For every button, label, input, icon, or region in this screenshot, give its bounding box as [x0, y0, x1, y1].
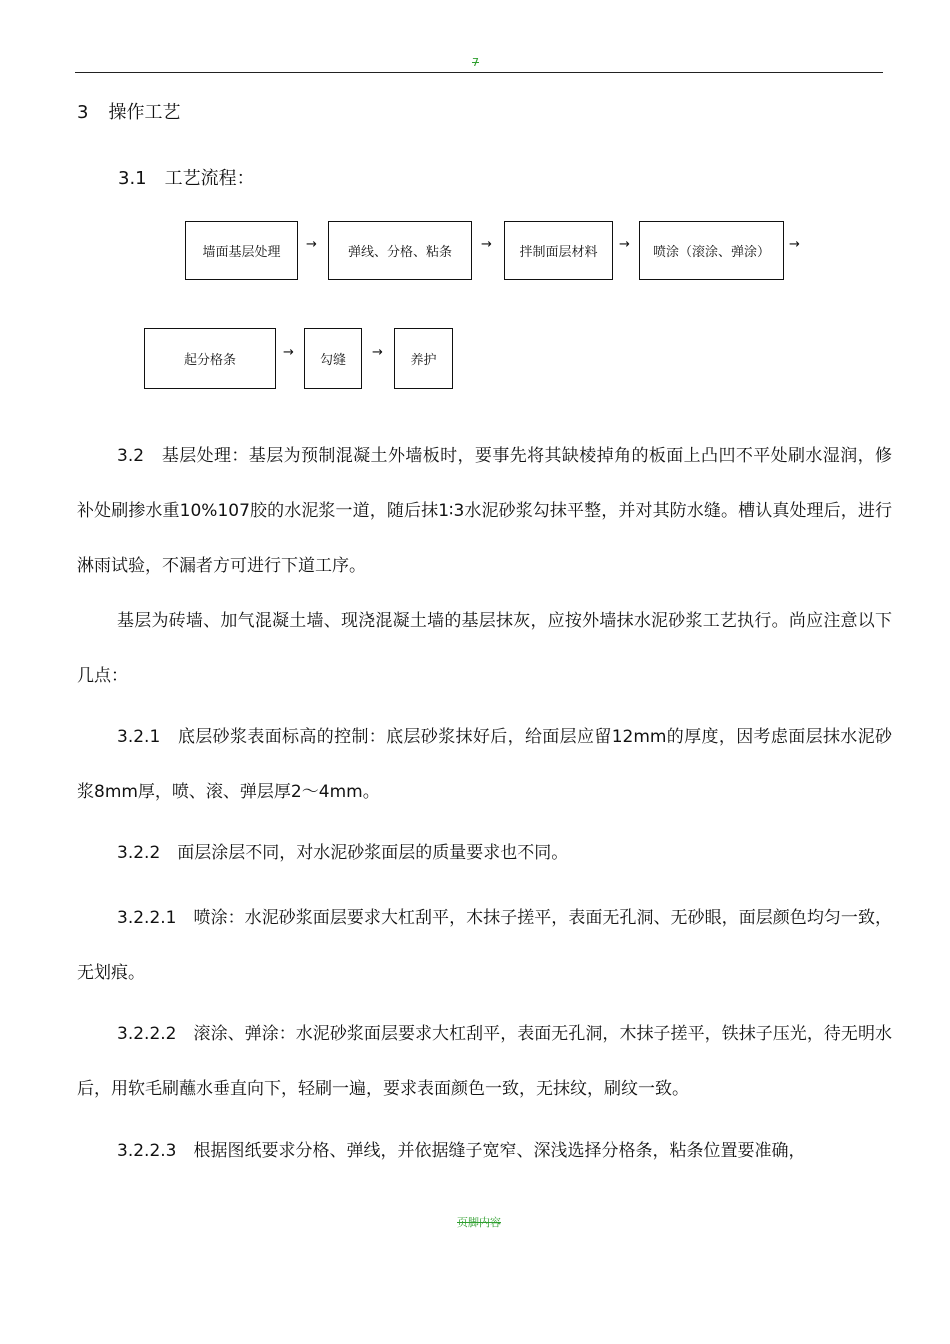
- subsection-title: 工艺流程：: [164, 168, 255, 189]
- subsection-number: 3.1: [118, 168, 147, 189]
- paragraph-3-2-2-3: 3.2.2.3 根据图纸要求分格、弹线，并依据缝子宽窄、深浅选择分格条，粘条位置要准确，: [117, 1141, 806, 1161]
- process-flowchart: [0, 0, 950, 400]
- flow-arrow: →: [619, 237, 630, 252]
- paragraph-3-2-1: 3.2.1 底层砂浆表面标高的控制：底层砂浆抹好后，给面层应留12mm的厚度，因考虑面层抹水泥砂浆8mm厚，喷、滚、弹层厚2～4mm。: [77, 727, 892, 802]
- paragraph-3-2: 3.2 基层处理：基层为预制混凝土外墙板时，要事先将其缺棱掉角的板面上凸凹不平处刷水湿润，修补处刷掺水重10%107胶的水泥浆一道，随后抹1∶3水泥砂浆勾抹平整，并对其防水缝。槽认真处理后，进行淋雨试验，不漏者方可进行下道工序。: [77, 446, 892, 576]
- header-mark: 7: [472, 56, 479, 69]
- paragraph-3-2-2-1: 3.2.2.1 喷涂：水泥砂浆面层要求大杠刮平，木抹子搓平，表面无孔洞、无砂眼，面层颜色均匀一致，无划痕。: [77, 908, 892, 983]
- flow-step-pointing: 勾缝: [304, 328, 362, 389]
- flow-arrow: →: [481, 237, 492, 252]
- paragraph-base-wall: 基层为砖墙、加气混凝土墙、现浇混凝土墙的基层抹灰，应按外墙抹水泥砂浆工艺执行。尚应注意以下几点：: [77, 611, 892, 686]
- section-number: 3: [77, 102, 89, 123]
- flow-step-curing: 养护: [394, 328, 453, 389]
- flow-step-mix-material: 拌制面层材料: [504, 221, 613, 280]
- flow-arrow: →: [306, 237, 317, 252]
- flow-arrow: →: [789, 237, 800, 252]
- flow-step-remove-strip: 起分格条: [144, 328, 276, 389]
- section-title: 操作工艺: [108, 102, 181, 123]
- flow-arrow: →: [283, 345, 294, 360]
- paragraph-3-2-2: 3.2.2 面层涂层不同，对水泥砂浆面层的质量要求也不同。: [117, 843, 569, 863]
- flow-step-base-treatment: 墙面基层处理: [185, 221, 298, 280]
- flow-step-spray-coat: 喷涂（滚涂、弹涂）: [639, 221, 784, 280]
- flow-arrow: →: [372, 345, 383, 360]
- paragraph-3-2-2-2: 3.2.2.2 滚涂、弹涂：水泥砂浆面层要求大杠刮平，表面无孔洞，木抹子搓平，铁抹子压光，待无明水后，用软毛刷蘸水垂直向下，轻刷一遍，要求表面颜色一致，无抹纹，刷纹一致。: [77, 1024, 892, 1099]
- footer-mark: 页脚内容: [457, 1216, 501, 1229]
- flow-step-line-grid-strip: 弹线、分格、粘条: [328, 221, 472, 280]
